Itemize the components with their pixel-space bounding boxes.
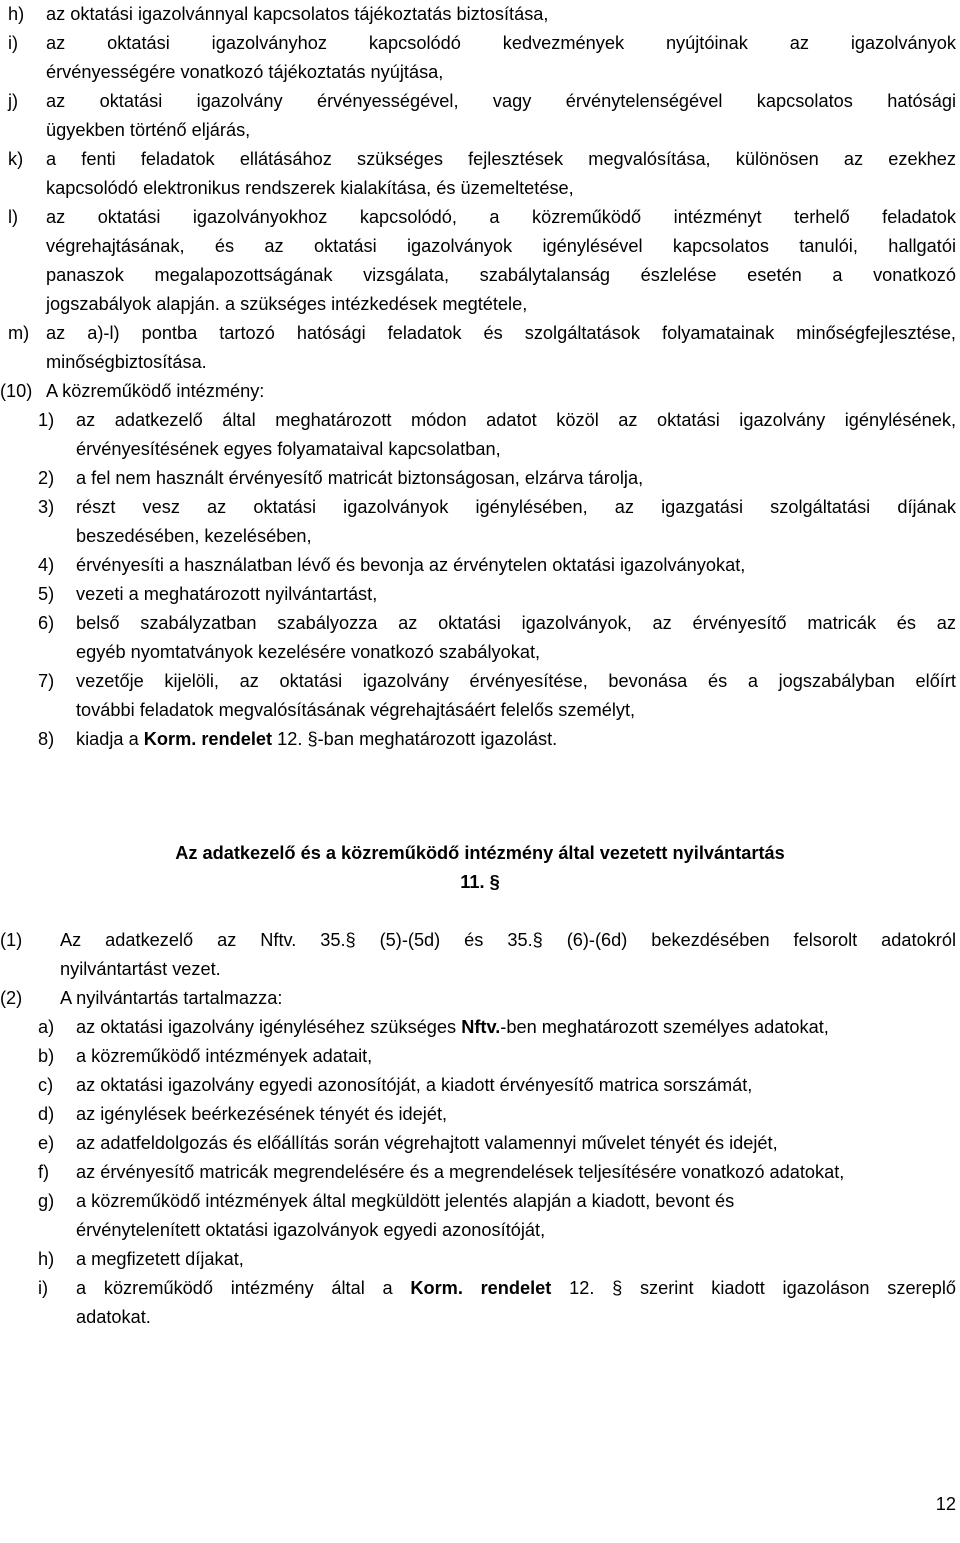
item-label: m) [8,323,30,343]
item-text-line: a közreműködő intézmény által a Korm. rendelet 12. § szerint kiadott igazoláson szereplő [76,1278,956,1298]
bold-reference: Korm. rendelet [143,729,273,749]
item-text-line: érvényességére vonatkozó tájékoztatás nyújtása, [46,62,444,82]
bold-reference: Korm. rendelet [410,1278,552,1298]
item-text-line: egyéb nyomtatványok kezelésére vonatkozó szabályokat, [76,642,541,662]
item-text-line: az érvényesítő matricák megrendelésére és a megrendelések teljesítésére vonatkozó adatokat, [76,1162,845,1182]
item-text-line: részt vesz az oktatási igazolványok igénylésében, az igazgatási szolgáltatási díjának [76,497,956,517]
item-text-line: végrehajtásának, és az oktatási igazolványok igénylésével kapcsolatos tanulói, hallgatói [46,236,956,256]
item-label: h) [8,4,25,24]
item-text-line: panaszok megalapozottságának vizsgálata, szabálytalanság észlelése esetén a vonatkozó [46,265,956,285]
item-text: az oktatási igazolvánnyal kapcsolatos tájékoztatás biztosítása, [46,4,549,24]
item-label: i) [38,1278,49,1298]
item-text-line: az adatkezelő által meghatározott módon adatot közöl az oktatási igazolvány igénylésének, [76,410,956,430]
item-label: (2) [0,988,23,1008]
item-text-line: további feladatok megvalósításának végrehajtásáért felelős személyt, [76,700,636,720]
item-text-line: az igénylések beérkezésének tényét és idejét, [76,1104,448,1124]
item-label: k) [8,149,24,169]
item-label: 8) [38,729,55,749]
item-text-line: a közreműködő intézmények adatait, [76,1046,373,1066]
item-text-line: kiadja a Korm. rendelet 12. §-ban meghatározott igazolást. [76,729,558,749]
section-number: 11. § [460,872,500,892]
item-label: 3) [38,497,55,517]
section-label: (10) [0,381,33,401]
item-text-line: belső szabályzatban szabályozza az oktatási igazolványok, az érvényesítő matricák és az [76,613,956,633]
item-text-line: az oktatási igazolvány igényléséhez szükséges Nftv.-ben meghatározott személyes adatokat, [76,1017,829,1037]
item-text-line: kapcsolódó elektronikus rendszerek kialakítása, és üzemeltetése, [46,178,574,198]
item-text-line: vezetője kijelöli, az oktatási igazolvány érvényesítése, bevonása és a jogszabályban előírt [76,671,956,691]
item-text-line: az oktatási igazolvány egyedi azonosítóját, a kiadott érvényesítő matrica sorszámát, [76,1075,753,1095]
item-label: h) [38,1249,55,1269]
item-text-line: Az adatkezelő az Nftv. 35.§ (5)-(5d) és 35.§ (6)-(6d) bekezdésében felsorolt adatokról [60,930,956,950]
item-label: e) [38,1133,55,1153]
item-text-line: vezeti a meghatározott nyilvántartást, [76,584,378,604]
section-title: Az adatkezelő és a közreműködő intézmény által vezetett nyilvántartás [175,843,785,863]
item-label: d) [38,1104,55,1124]
item-label: f) [38,1162,50,1182]
item-text-line: A nyilvántartás tartalmazza: [60,988,283,1008]
item-text-line: az oktatási igazolványhoz kapcsolódó kedvezmények nyújtóinak az igazolványok [46,33,956,53]
item-label: g) [38,1191,55,1211]
item-label: 2) [38,468,55,488]
item-label: 4) [38,555,55,575]
item-text-line: a megfizetett díjakat, [76,1249,244,1269]
item-text-line: érvényesítésének egyes folyamataival kapcsolatban, [76,439,501,459]
item-label: a) [38,1017,55,1037]
item-text-line: beszedésében, kezelésében, [76,526,312,546]
item-text-line: az adatfeldolgozás és előállítás során végrehajtott valamennyi művelet tényét és idejét, [76,1133,778,1153]
item-text-line: a fel nem használt érvényesítő matricát biztonságosan, elzárva tárolja, [76,468,644,488]
item-text-line: az a)-l) pontba tartozó hatósági feladatok és szolgáltatások folyamatainak minőségfejlesztése, [46,323,956,343]
item-text-line: érvényesíti a használatban lévő és bevonja az érvénytelen oktatási igazolványokat, [76,555,746,575]
item-text-line: az oktatási igazolvány érvényességével, vagy érvénytelenségével kapcsolatos hatósági [46,91,956,111]
page-number: 12 [935,1494,956,1514]
item-text-line: jogszabályok alapján. a szükséges intézkedések megtétele, [46,294,528,314]
item-text-line: érvénytelenített oktatási igazolványok egyedi azonosítóját, [76,1220,546,1240]
item-text-line: minőségbiztosítása. [46,352,207,372]
item-label: 1) [38,410,55,430]
item-text-line: a közreműködő intézmények által megküldött jelentés alapján a kiadott, bevont és [76,1191,735,1211]
item-label: 5) [38,584,55,604]
item-text-line: a fenti feladatok ellátásához szükséges fejlesztések megvalósítása, különösen az ezekhez [46,149,956,169]
item-label: l) [8,207,19,227]
item-label: (1) [0,930,23,950]
section-text: A közreműködő intézmény: [46,381,265,401]
item-label: j) [8,91,19,111]
item-text-line: az oktatási igazolványokhoz kapcsolódó, a közreműködő intézményt terhelő feladatok [46,207,956,227]
item-text-line: nyilvántartást vezet. [60,959,221,979]
bold-reference: Nftv. [461,1017,501,1037]
item-label: b) [38,1046,55,1066]
item-label: i) [8,33,19,53]
item-label: c) [38,1075,54,1095]
item-text-line: ügyekben történő eljárás, [46,120,251,140]
item-text-line: adatokat. [76,1307,151,1327]
item-label: 7) [38,671,55,691]
item-label: 6) [38,613,55,633]
